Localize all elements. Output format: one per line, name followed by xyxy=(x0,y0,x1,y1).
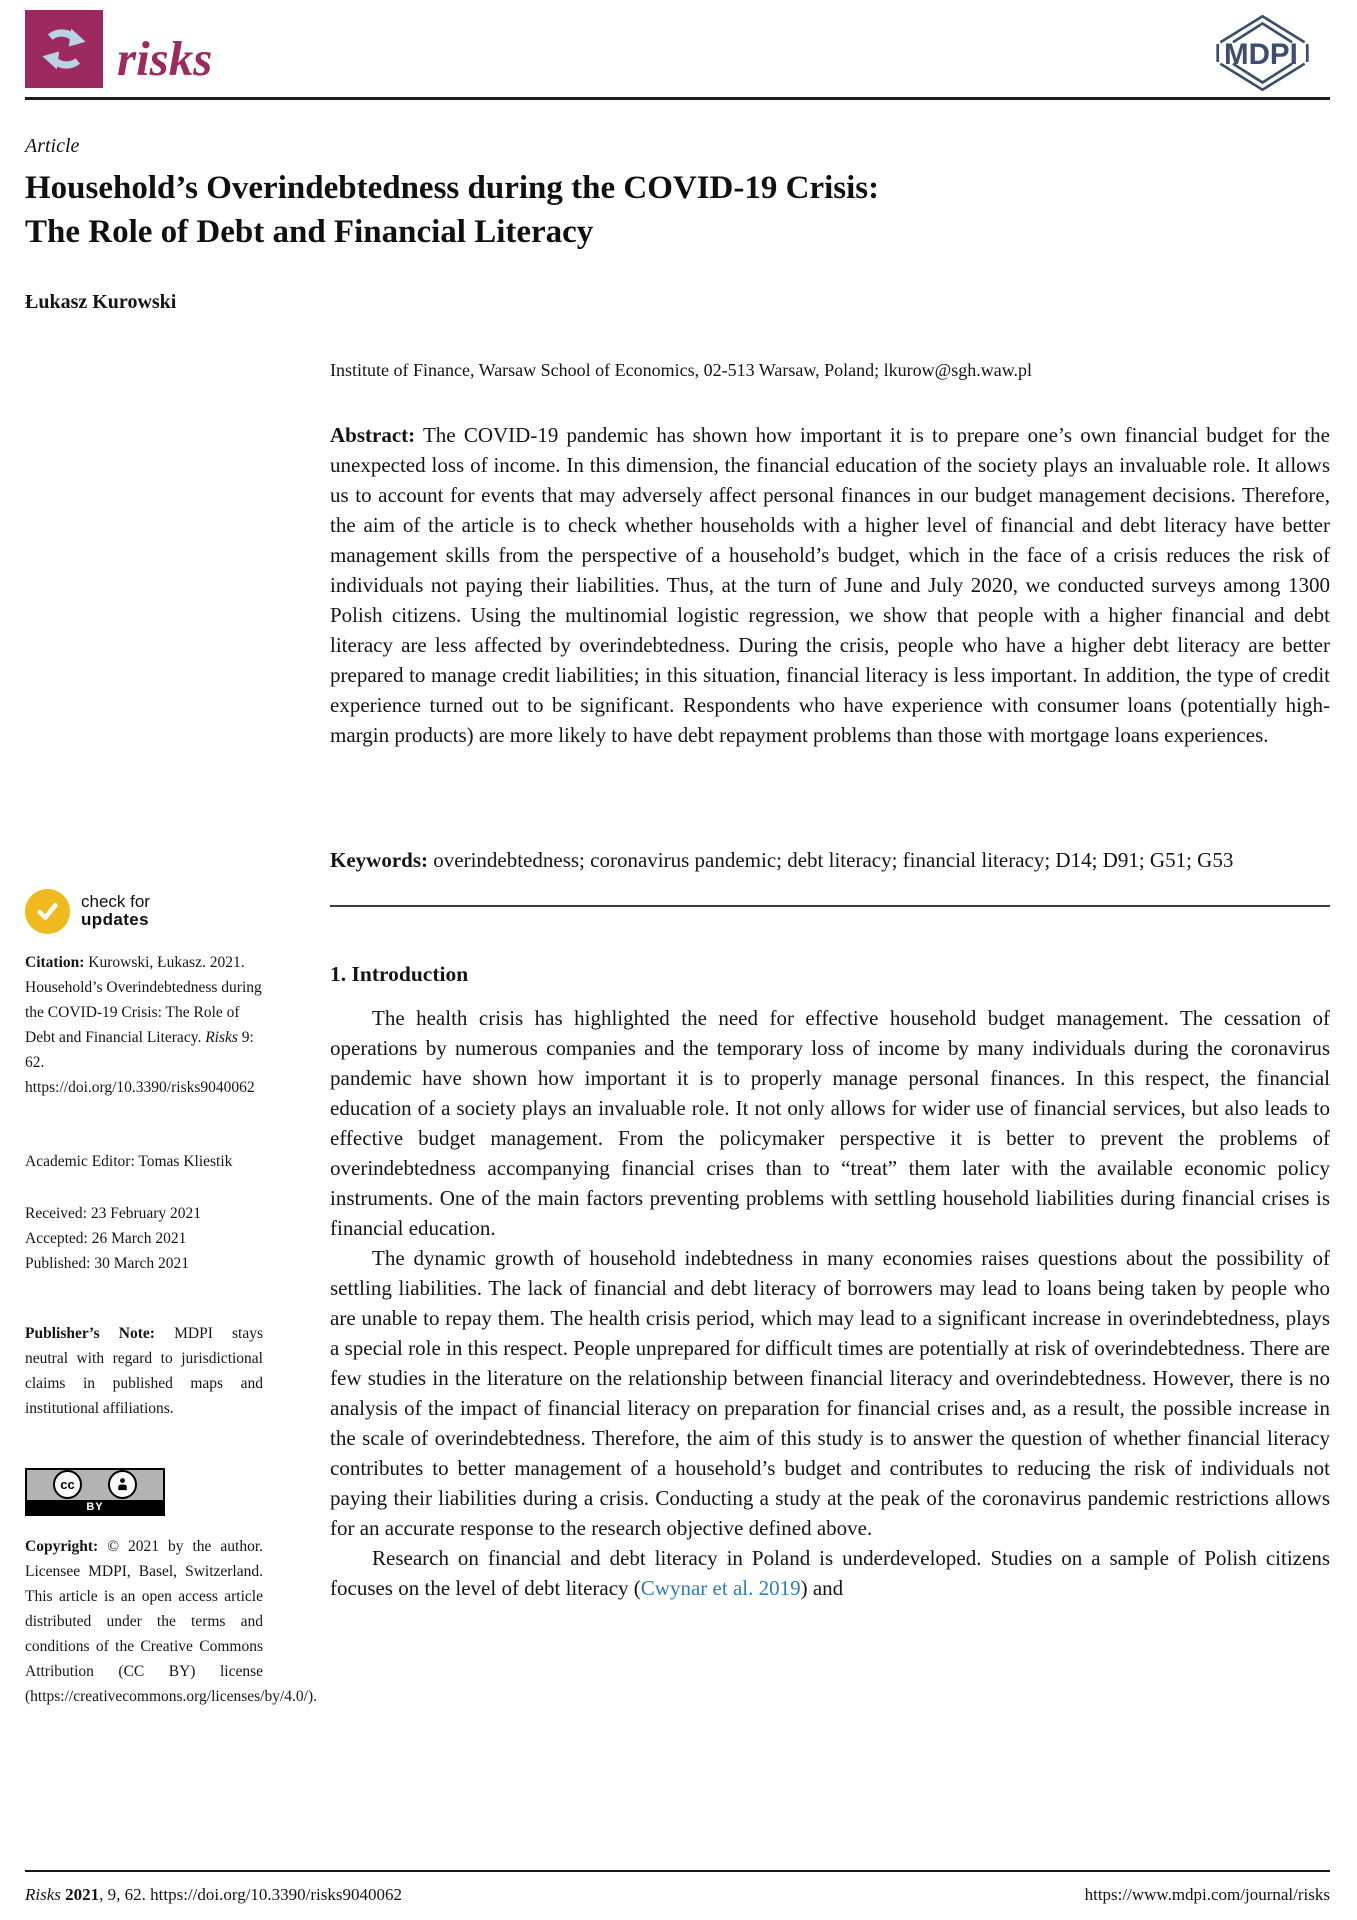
journal-brand[interactable] xyxy=(25,10,212,88)
keywords: Keywords: overindebtedness; coronavirus pandemic; debt literacy; financial literacy; D14; D91; G51; G53 xyxy=(330,847,1234,872)
intro-paragraph-1: The health crisis has highlighted the need for effective household budget management. The cessation of operations by numerous companies and the temporary loss of income by many individuals during the coronavirus pandemic have shown how important it is to properly manage personal finances. In this respect, the financial education of a society plays an invaluable role. It not only allows for wider use of financial services, but also leads to effective budget management. From the policymaker perspective it is better to prevent the problems of overindebtedness accompanying financial crises than to “treat” them later with the available economic policy instruments. One of the main factors preventing problems with settling household liabilities during financial crises is financial education. xyxy=(330,1005,1330,1240)
journal-wordmark: risks xyxy=(117,31,213,86)
abstract-label: Abstract: xyxy=(330,422,416,447)
footer-journal-url[interactable]: https://www.mdpi.com/journal/risks xyxy=(1084,1885,1330,1904)
left-sidebar xyxy=(25,358,318,1709)
intro-paragraph-2: The dynamic growth of household indebtedness in many economies raises questions about the possibility of settling liabilities. The lack of financial and debt literacy of borrowers may lead to loans being taken by people who are unable to repay them. The health crisis period, which may lead to a significant increase in overindebtedness, plays a special role in this respect. People unprepared for difficult times are potentially at risk of overindebtedness. There are few studies in the literature on the relationship between financial literacy and overindebtedness. However, there is no analysis of the impact of financial literacy on preparation for financial crises and, as a result, the possible increase in the scale of overindebtedness. Therefore, the aim of this study is to answer the question of whether financial literacy contributes to better management of a household’s budget and contributes to reducing the risk of individuals not paying their liabilities during a crisis. Conducting a study at the peak of the coronavirus pandemic restrictions allows for an accurate response to the research objective defined above. xyxy=(330,1245,1330,1540)
checkmark-icon xyxy=(25,889,70,934)
introduction-heading: 1. Introduction xyxy=(330,961,469,986)
citation-block: Citation: Kurowski, Łukasz. 2021. Household’s Overindebtedness during the COVID-19 Crisis: The Role of Debt and Financial Literacy. Risks 9: 62. https://doi.org/10.3390/risks9040062 xyxy=(25,953,262,1096)
cc-by-label: BY xyxy=(27,1500,163,1514)
author-name: Łukasz Kurowski xyxy=(25,290,177,313)
keywords-label: Keywords: xyxy=(330,847,428,872)
abstract: Abstract: The COVID-19 pandemic has shown how important it is to prepare one’s own financial budget for the unexpected loss of income. In this dimension, the financial education of the society plays an invaluable role. It allows us to account for events that may adversely affect personal finances in our budget management decisions. Therefore, the aim of the article is to check whether households with a higher level of financial and debt literacy have better management skills from the perspective of a household’s budget, which in the face of a crisis reduces the risk of individuals not paying their liabilities. Thus, at the turn of June and July 2020, we conducted surveys among 1300 Polish citizens. Using the multinomial logistic regression, we show that people with a higher financial and debt literacy are less affected by overindebtedness. During the crisis, people who have a higher debt literacy are better prepared to manage credit liabilities; in this situation, financial literacy is less important. In addition, the type of credit experience turned out to be significant. Respondents who have experience with consumer loans (potentially high-margin products) are more likely to have debt repayment problems than those with mortgage loans experiences. xyxy=(330,422,1330,747)
cc-icon: cc xyxy=(53,1470,82,1499)
content-columns xyxy=(25,358,1330,1709)
publishers-note-label: Publisher’s Note: xyxy=(25,1324,155,1342)
article-main-column xyxy=(330,358,1330,1709)
received-date: Received: 23 February 2021 xyxy=(25,1204,202,1222)
cc-badge-icons xyxy=(27,1470,163,1500)
header-divider xyxy=(25,97,1330,100)
article-title-line1: Household’s Overindebtedness during the COVID-19 Crisis: xyxy=(25,170,880,206)
article-type-label: Article xyxy=(25,135,80,157)
citation-link-cwynar-2019[interactable]: Cwynar et al. 2019 xyxy=(640,1575,801,1600)
citation-doi: 9: 62. https://doi.org/10.3390/risks9040062 xyxy=(25,1028,255,1096)
history-dates xyxy=(25,1201,263,1276)
section-divider xyxy=(330,905,1330,907)
published-date: Published: 30 March 2021 xyxy=(25,1254,190,1272)
article-title xyxy=(25,167,1330,255)
masthead xyxy=(25,0,1330,97)
article-title-line2: The Role of Debt and Financial Literacy xyxy=(25,213,594,250)
affiliation: Institute of Finance, Warsaw School of Economics, 02-513 Warsaw, Poland; lkurow@sgh.waw.pl xyxy=(330,359,1033,380)
citation-label: Citation: xyxy=(25,953,85,971)
mdpi-logo-text: MDPI xyxy=(1223,37,1298,71)
citation-journal-name: Risks xyxy=(205,1028,238,1046)
academic-editor: Academic Editor: Tomas Kliestik xyxy=(25,1152,233,1170)
mdpi-logo[interactable] xyxy=(1195,10,1330,96)
person-icon xyxy=(108,1470,137,1499)
accepted-date: Accepted: 26 March 2021 xyxy=(25,1229,187,1247)
copyright-label: Copyright: xyxy=(25,1537,99,1555)
check-for-updates-badge[interactable] xyxy=(25,889,263,934)
risks-swirl-logo-icon xyxy=(25,10,103,88)
check-for-updates-label: check for updates xyxy=(81,891,150,930)
footer-citation: Risks 2021, 9, 62. https://doi.org/10.3390/risks9040062 xyxy=(25,1885,403,1904)
publishers-note: Publisher’s Note: MDPI stays neutral with regard to jurisdictional claims in published maps and institutional affiliations. xyxy=(25,1324,264,1417)
page-footer xyxy=(25,1870,1330,1905)
copyright-notice: Copyright: © 2021 by the author. Licensee MDPI, Basel, Switzerland. This article is an open access article distributed under the terms and conditions of the Creative Commons Attribution (CC BY) license (https://creativecommons.org/licenses/by/4.0/). xyxy=(25,1537,318,1705)
cc-by-license-badge[interactable] xyxy=(25,1468,165,1516)
intro-paragraph-3: Research on financial and debt literacy in Poland is underdeveloped. Studies on a sample of Polish citizens focuses on the level of debt literacy (Cwynar et al. 2019) and xyxy=(330,1545,1330,1600)
